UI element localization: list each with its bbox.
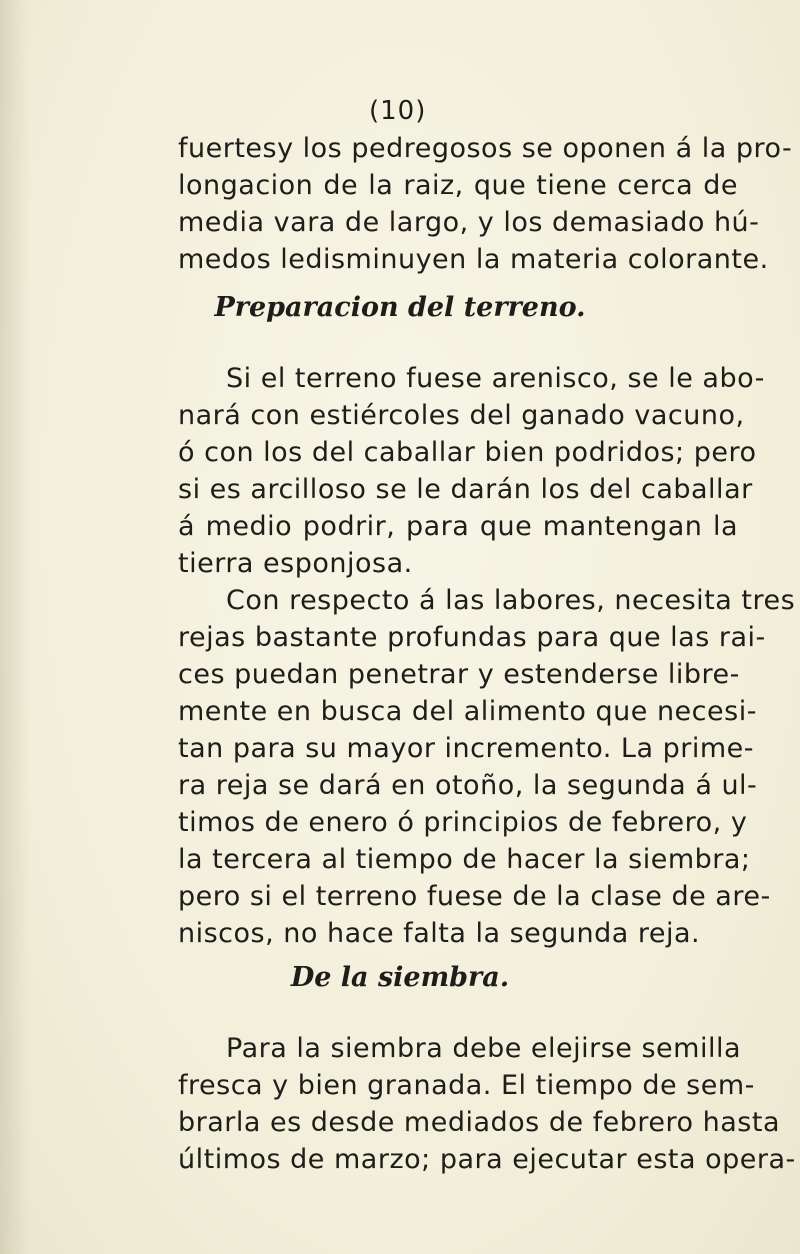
text-line: fuertesy los pedregosos se oponen á la pro- [178, 133, 793, 164]
text-line: brarla es desde mediados de febrero hasta [178, 1107, 781, 1138]
text-line: timos de enero ó principios de febrero, y [178, 807, 748, 838]
text-line: tan para su mayor incremento. La prime- [178, 733, 754, 764]
text-line: longacion de la raiz, que tiene cerca de [178, 170, 738, 201]
text-line: Para la siembra debe elejirse semilla [226, 1033, 742, 1064]
text-line: Con respecto á las labores, necesita tres [226, 585, 796, 616]
text-line: rejas bastante profundas para que las rai- [178, 622, 766, 653]
text-line: á medio podrir, para que mantengan la [178, 511, 738, 542]
text-line: medos ledisminuyen la materia colorante. [178, 244, 769, 275]
text-line: fresca y bien granada. El tiempo de sem- [178, 1070, 755, 1101]
text-line: niscos, no hace falta la segunda reja. [178, 918, 701, 949]
text-line: mente en busca del alimento que necesi- [178, 696, 757, 727]
text-line: ra reja se dará en otoño, la segunda á ul- [178, 770, 758, 801]
text-line: la tercera al tiempo de hacer la siembra; [178, 844, 751, 875]
section-body-preparacion [178, 360, 796, 952]
text-line: tierra esponjosa. [178, 548, 413, 579]
text-line: si es arcilloso se le darán los del caballar [178, 474, 753, 505]
page-edge-shadow [0, 0, 30, 1254]
text-line: nará con estiércoles del ganado vacuno, [178, 400, 745, 431]
section-body-siembra [178, 1030, 796, 1178]
text-line: media vara de largo, y los demasiado hú- [178, 207, 760, 238]
text-line: últimos de marzo; para ejecutar esta opera- [178, 1144, 796, 1175]
text-line: Si el terreno fuese arenisco, se le abo- [226, 363, 765, 394]
text-line: pero si el terreno fuese de la clase de are- [178, 881, 771, 912]
text-line: ces puedan penetrar y estenderse libre- [178, 659, 740, 690]
text-line: ó con los del caballar bien podridos; pero [178, 437, 757, 468]
intro-paragraph [178, 130, 793, 278]
section-heading-siembra: De la siembra. [290, 962, 510, 993]
section-heading-preparacion: Preparacion del terreno. [214, 292, 586, 323]
page-number: (10) [369, 96, 427, 126]
